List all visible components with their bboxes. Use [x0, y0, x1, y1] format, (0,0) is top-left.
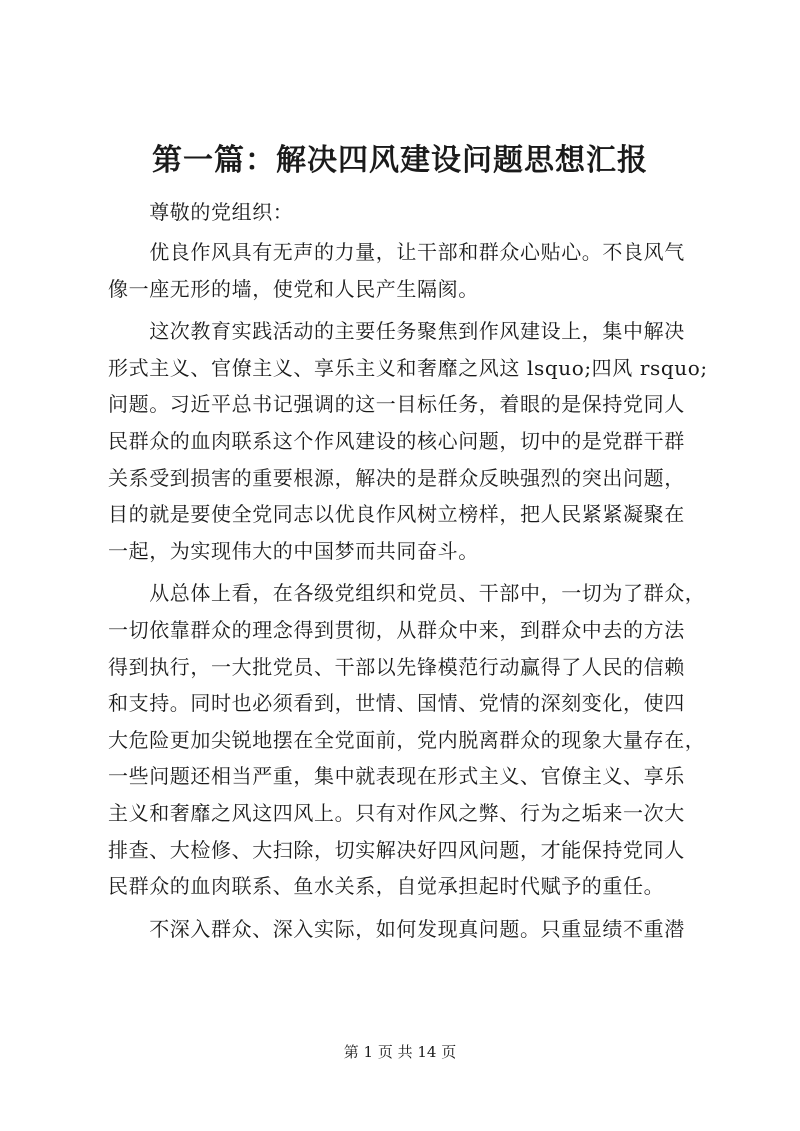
- body-line: 排查、大检修、大扫除，切实解决好四风问题，才能保持党同人: [108, 837, 685, 862]
- body-line: 一切依靠群众的理念得到贯彻，从群众中来，到群众中去的方法: [108, 617, 685, 642]
- document-body: [108, 190, 714, 947]
- body-line: 形式主义、官僚主义、享乐主义和奢靡之风这 lsquo;四风 rsquo;: [108, 355, 708, 380]
- body-line: 不深入群众、深入实际，如何发现真问题。只重显绩不重潜: [108, 916, 685, 941]
- body-line: 主义和奢靡之风这四风上。只有对作风之弊、行为之垢来一次大: [108, 800, 685, 825]
- body-line: 一些问题还相当严重，集中就表现在形式主义、官僚主义、享乐: [108, 764, 685, 789]
- body-line: 一起，为实现伟大的中国梦而共同奋斗。: [108, 538, 479, 563]
- body-line: 得到执行，一大批党员、干部以先锋模范行动赢得了人民的信赖: [108, 654, 685, 679]
- body-line: 大危险更加尖锐地摆在全党面前，党内脱离群众的现象大量存在，: [108, 727, 706, 752]
- body-line: 这次教育实践活动的主要任务聚焦到作风建设上，集中解决: [108, 319, 685, 344]
- body-line: 关系受到损害的重要根源，解决的是群众反映强烈的突出问题，: [108, 465, 685, 490]
- body-line: 像一座无形的墙，使党和人民产生隔阂。: [108, 276, 479, 301]
- page-footer: [0, 1040, 800, 1064]
- body-line: 优良作风具有无声的力量，让干部和群众心贴心。不良风气: [108, 240, 685, 264]
- document-title: 第一篇：解决四风建设问题思想汇报: [152, 143, 648, 178]
- body-line: 和支持。同时也必须看到，世情、国情、党情的深刻变化，使四: [108, 691, 685, 716]
- body-line: 民群众的血肉联系、鱼水关系，自觉承担起时代赋予的重任。: [108, 874, 665, 899]
- body-line: 尊敬的党组织：: [108, 200, 294, 224]
- body-line: 问题。习近平总书记强调的这一目标任务，着眼的是保持党同人: [108, 392, 685, 417]
- body-line: 民群众的血肉联系这个作风建设的核心问题，切中的是党群干群: [108, 428, 685, 453]
- body-line: 从总体上看，在各级党组织和党员、干部中，一切为了群众，: [108, 581, 706, 606]
- page-number: 第 1 页 共 14 页: [343, 1043, 457, 1061]
- body-line: 目的就是要使全党同志以优良作风树立榜样，把人民紧紧凝聚在: [108, 502, 685, 527]
